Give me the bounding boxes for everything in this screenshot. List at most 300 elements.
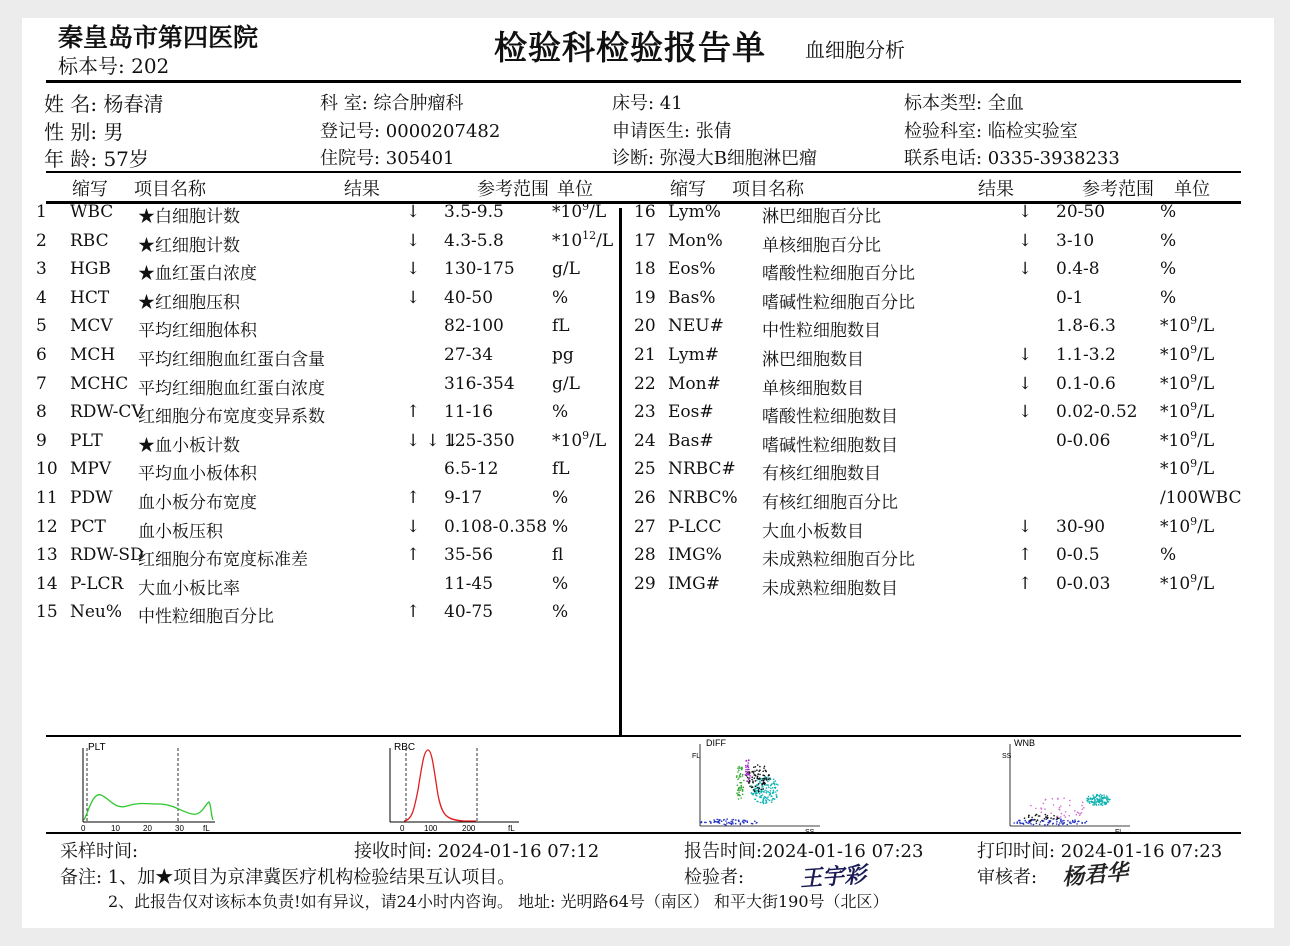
scatter-dot	[1053, 815, 1055, 817]
reviewer-signature-text: 杨君华	[1061, 859, 1130, 891]
row-number: 21	[634, 345, 656, 365]
divider-footer	[46, 832, 1241, 834]
scatter-dot	[1081, 822, 1083, 824]
scatter-dot	[1065, 816, 1067, 818]
item-abbr: WBC	[70, 202, 114, 222]
item-unit	[552, 428, 607, 451]
scatter-dot	[1076, 823, 1078, 825]
registration-number: 登记号: 0000207482	[320, 121, 501, 142]
item-flag: ↓	[1018, 402, 1033, 423]
divider-plots	[46, 735, 1241, 737]
item-unit	[552, 402, 568, 422]
scatter-dot	[732, 821, 734, 823]
item-name: 红细胞分布宽度变异系数	[138, 407, 325, 428]
plt-tick-unit: fL	[203, 824, 210, 832]
scatter-dot	[754, 820, 756, 822]
scatter-dot	[767, 799, 769, 801]
item-unit-base: %	[552, 602, 569, 623]
item-ref-range: 1.1-3.2	[1056, 345, 1116, 365]
item-name: 大血小板比率	[138, 578, 240, 599]
item-unit-base: %	[1160, 259, 1177, 280]
scatter-dot	[1053, 818, 1055, 820]
col-unit-right: 单位	[1174, 179, 1210, 200]
scatter-dot	[1102, 805, 1104, 807]
row-number: 9	[36, 430, 47, 451]
scatter-dot	[746, 771, 748, 773]
item-unit-base: fl	[552, 545, 564, 566]
scatter-dot	[766, 779, 768, 781]
scatter-dot	[1096, 798, 1098, 800]
col-abbr-right: 缩写	[670, 179, 706, 200]
scatter-dot	[1052, 823, 1054, 825]
scatter-dot	[760, 795, 762, 797]
scatter-dot	[754, 770, 756, 772]
scatter-dot	[1081, 805, 1083, 807]
wnb-label: WNB	[1014, 738, 1035, 748]
scatter-dot	[762, 783, 764, 785]
scatter-dot	[1093, 797, 1095, 799]
inspector-signature	[799, 858, 867, 894]
scatter-dot	[742, 775, 744, 777]
inspector-label: 检验者:	[684, 867, 745, 888]
rbc-tick-100: 100	[424, 824, 438, 832]
scatter-dot	[755, 789, 757, 791]
row-number: 12	[36, 516, 58, 537]
scatter-dot	[751, 779, 753, 781]
scatter-dot	[1082, 809, 1084, 811]
scatter-dot	[763, 767, 765, 769]
row-number: 20	[634, 316, 656, 337]
item-flag: ↑	[1018, 573, 1033, 594]
scatter-dot	[743, 780, 745, 782]
scatter-dot	[754, 791, 756, 793]
scatter-dot	[775, 791, 777, 793]
scatter-dot	[756, 801, 758, 803]
item-unit-base: *10	[1160, 316, 1191, 337]
item-flag: ↑	[406, 602, 421, 623]
item-unit-base: g/L	[552, 373, 580, 394]
scatter-dot	[721, 820, 723, 822]
item-unit-base: fL	[552, 316, 570, 337]
scatter-dot	[1057, 798, 1059, 800]
item-abbr: Eos%	[668, 259, 716, 280]
item-unit-exponent: 9	[1190, 400, 1198, 414]
scatter-dot	[1059, 822, 1061, 824]
scatter-dot	[1102, 798, 1104, 800]
diagnosis: 诊断: 弥漫大B细胞淋巴瘤	[612, 148, 818, 169]
scatter-dot	[745, 760, 747, 762]
item-ref-range: 35-56	[444, 545, 494, 566]
item-unit-suffix: /L	[589, 202, 607, 222]
scatter-dot	[757, 776, 759, 778]
item-ref-range: 3-10	[1056, 230, 1095, 251]
scatter-dot	[1040, 821, 1042, 823]
report-title: 检验科检验报告单	[494, 28, 766, 67]
scatter-dot	[1089, 803, 1091, 805]
scatter-dot	[740, 776, 742, 778]
item-abbr: P-LCR	[70, 573, 124, 594]
item-flag: ↓	[1018, 230, 1033, 251]
item-ref-range: 20-50	[1056, 202, 1106, 222]
scatter-dot	[754, 792, 756, 794]
scatter-dot	[737, 785, 739, 787]
scatter-dot	[730, 821, 732, 823]
scatter-dot	[1013, 822, 1015, 824]
row-number: 1	[36, 202, 47, 222]
scatter-dot	[1107, 796, 1109, 798]
scatter-dot	[1083, 807, 1085, 809]
scatter-dot	[754, 777, 756, 779]
col-name-right: 项目名称	[732, 179, 804, 200]
item-name: 平均血小板体积	[138, 464, 257, 485]
row-number: 18	[634, 259, 656, 280]
scatter-dot	[747, 762, 749, 764]
scatter-dot	[764, 790, 766, 792]
scatter-dot	[759, 793, 761, 795]
scatter-dot	[742, 794, 744, 796]
bed-number: 床号: 41	[612, 93, 683, 114]
scatter-dot	[756, 795, 758, 797]
item-ref-range: 0.4-8	[1056, 259, 1100, 280]
scatter-dot	[745, 765, 747, 767]
scatter-dot	[1068, 815, 1070, 817]
scatter-dot	[742, 820, 744, 822]
scatter-dot	[737, 779, 739, 781]
col-ref-left: 参考范围	[477, 179, 549, 200]
scatter-dot	[726, 822, 728, 824]
diff-label: DIFF	[706, 738, 726, 748]
scatter-dot	[765, 770, 767, 772]
scatter-dot	[1061, 822, 1063, 824]
scatter-dot	[767, 776, 769, 778]
scatter-dot	[741, 785, 743, 787]
item-unit	[1160, 259, 1176, 279]
scatter-dot	[763, 801, 765, 803]
received-time: 接收时间: 2024-01-16 07:12	[354, 841, 600, 862]
scatter-dot	[1088, 796, 1090, 798]
row-number: 22	[634, 373, 656, 394]
patient-name: 姓 名: 杨春清	[44, 92, 164, 116]
scatter-dot	[1077, 811, 1079, 813]
item-ref-range: 316-354	[444, 373, 515, 394]
item-ref-range: 82-100	[444, 316, 504, 337]
scatter-dot	[718, 819, 720, 821]
scatter-dot	[738, 791, 740, 793]
item-abbr: Mon%	[668, 230, 723, 251]
scatter-dot	[761, 780, 763, 782]
scatter-dot	[713, 819, 715, 821]
item-abbr: MCHC	[70, 373, 129, 394]
scatter-dot	[1031, 817, 1033, 819]
item-abbr: MPV	[70, 459, 112, 480]
scatter-dot	[772, 787, 774, 789]
scatter-dot	[731, 823, 733, 825]
scatter-dot	[1058, 824, 1060, 826]
rbc-histogram	[384, 740, 529, 832]
row-number: 27	[634, 516, 656, 537]
plt-curve	[84, 795, 213, 820]
item-unit	[552, 602, 568, 622]
scatter-dot	[738, 821, 740, 823]
item-abbr: Bas#	[668, 430, 714, 451]
contact-phone: 联系电话: 0335-3938233	[904, 148, 1120, 169]
scatter-dot	[1024, 820, 1026, 822]
row-number: 25	[634, 459, 656, 480]
item-unit-exponent: 9	[1190, 571, 1198, 585]
item-unit-base: %	[552, 573, 569, 594]
scatter-dot	[1074, 819, 1076, 821]
item-ref-range: 1.8-6.3	[1056, 316, 1116, 337]
scatter-dot	[1092, 794, 1094, 796]
wnb-y-axis-label: SS	[1002, 753, 1012, 760]
scatter-dot	[1060, 805, 1062, 807]
scatter-dot	[1101, 795, 1103, 797]
item-name: 嗜碱性粒细胞百分比	[762, 292, 915, 313]
item-unit	[552, 574, 568, 594]
scatter-dot	[759, 788, 761, 790]
scatter-dot	[1088, 798, 1090, 800]
scatter-dot	[760, 796, 762, 798]
scatter-dot	[762, 771, 764, 773]
scatter-dot	[770, 790, 772, 792]
row-number: 3	[36, 259, 47, 280]
item-unit-exponent: 9	[1190, 514, 1198, 528]
item-name: 淋巴细胞百分比	[762, 207, 881, 227]
note-1: 备注: 1、加★项目为京津冀医疗机构检验结果互认项目。	[60, 867, 516, 888]
scatter-dot	[723, 824, 725, 826]
row-number: 10	[36, 459, 58, 480]
scatter-dot	[759, 766, 761, 768]
item-unit-suffix: /L	[1197, 573, 1215, 594]
item-unit-base: *10	[1160, 345, 1191, 365]
scatter-dot	[757, 764, 759, 766]
print-time: 打印时间: 2024-01-16 07:23	[977, 841, 1223, 862]
scatter-dot	[759, 782, 761, 784]
rbc-tick-unit: fL	[508, 824, 515, 832]
scatter-dot	[1044, 818, 1046, 820]
scatter-dot	[772, 798, 774, 800]
item-ref-range: 30-90	[1056, 516, 1106, 537]
row-number: 19	[634, 287, 656, 308]
plt-label: PLT	[88, 742, 106, 753]
scatter-dot	[752, 793, 754, 795]
item-unit	[1160, 231, 1176, 251]
note-2: 2、此报告仅对该标本负责!如有异议，请24小时内咨询。 地址: 光明路64号（南区） 和平大街190号（北区）	[108, 892, 889, 911]
scatter-dot	[716, 821, 718, 823]
item-abbr: NRBC%	[668, 488, 738, 508]
divider-header	[46, 171, 1241, 173]
plt-tick-10: 10	[111, 824, 120, 832]
row-number: 29	[634, 573, 656, 594]
scatter-dot	[1036, 814, 1038, 816]
scatter-dot	[709, 821, 711, 823]
item-name: 血小板分布宽度	[138, 493, 257, 513]
scatter-dot	[1024, 817, 1026, 819]
item-unit	[1160, 428, 1215, 451]
item-name: 中性粒细胞数目	[762, 321, 881, 342]
scatter-dot	[1078, 812, 1080, 814]
item-name: 有核红细胞数目	[762, 464, 881, 485]
item-flag: ↓	[1018, 259, 1033, 280]
scatter-dot	[1098, 799, 1100, 801]
scatter-dot	[737, 790, 739, 792]
scatter-dot	[743, 821, 745, 823]
scatter-dot	[747, 781, 749, 783]
item-ref-range: 4.3-5.8	[444, 230, 504, 251]
scatter-dot	[1062, 820, 1064, 822]
scatter-dot	[1057, 817, 1059, 819]
item-unit-exponent: 9	[1190, 314, 1198, 328]
scatter-dot	[764, 766, 766, 768]
scatter-dot	[1109, 799, 1111, 801]
item-name: 平均红细胞血红蛋白含量	[138, 350, 325, 370]
scatter-dot	[758, 789, 760, 791]
wnb-scatterplot	[1000, 738, 1135, 836]
item-ref-range: 130-175	[444, 259, 515, 280]
scatter-dot	[1050, 817, 1052, 819]
scatter-dot	[1058, 809, 1060, 811]
row-number: 6	[36, 345, 47, 365]
item-name: 平均红细胞体积	[138, 321, 257, 342]
specimen-type: 标本类型: 全血	[904, 93, 1024, 114]
scatter-dot	[735, 823, 737, 825]
item-unit-suffix: /L	[596, 230, 614, 251]
item-name: 嗜碱性粒细胞数目	[762, 435, 898, 456]
col-unit-left: 单位	[557, 179, 593, 200]
scatter-dot	[754, 774, 756, 776]
scatter-dot	[768, 775, 770, 777]
scatter-dot	[762, 794, 764, 796]
item-abbr: Mon#	[668, 373, 721, 394]
scatter-dot	[767, 791, 769, 793]
row-number: 7	[36, 373, 47, 394]
scatter-dot	[764, 783, 766, 785]
item-unit-suffix: /L	[1197, 459, 1215, 480]
scatter-dot	[766, 792, 768, 794]
scatter-dot	[755, 785, 757, 787]
col-result-right: 结果	[978, 179, 1014, 200]
item-abbr: HGB	[70, 259, 111, 280]
item-abbr: MCH	[70, 345, 116, 365]
wnb-dots	[1013, 794, 1110, 826]
scatter-dot	[770, 788, 772, 790]
scatter-dot	[737, 767, 739, 769]
scatter-dot	[755, 822, 757, 824]
item-unit-base: *10	[552, 202, 583, 222]
scatter-dot	[748, 760, 750, 762]
scatter-dot	[1063, 823, 1065, 825]
item-abbr: Lym#	[668, 345, 719, 365]
scatter-dot	[1058, 817, 1060, 819]
scatter-dot	[769, 778, 771, 780]
patient-dept: 科 室: 综合肿瘤科	[320, 93, 464, 114]
scatter-dot	[1045, 816, 1047, 818]
row-number: 17	[634, 230, 656, 251]
scatter-dot	[768, 787, 770, 789]
item-name: 红细胞分布宽度标准差	[138, 550, 308, 571]
scatter-dot	[1037, 819, 1039, 821]
scatter-dot	[756, 792, 758, 794]
scatter-dot	[737, 771, 739, 773]
sample-number: 标本号: 202	[58, 54, 170, 78]
item-name: ★血小板计数	[138, 435, 240, 456]
scatter-dot	[745, 769, 747, 771]
sampling-time: 采样时间:	[60, 841, 139, 862]
item-unit	[552, 459, 570, 479]
scatter-dot	[1079, 815, 1081, 817]
scatter-dot	[1095, 803, 1097, 805]
col-result-left: 结果	[344, 179, 380, 200]
item-abbr: IMG#	[668, 573, 720, 594]
scatter-dot	[748, 778, 750, 780]
item-unit	[552, 202, 606, 222]
item-unit	[1160, 371, 1215, 394]
item-unit-base: *10	[1160, 516, 1191, 537]
item-abbr: Neu%	[70, 602, 123, 623]
item-unit	[1160, 316, 1214, 336]
scatter-dot	[1077, 821, 1079, 823]
reviewer-signature	[1061, 855, 1129, 892]
inspector-signature-text: 王宇彩	[799, 861, 867, 893]
scatter-dot	[739, 767, 741, 769]
item-flag: ↑	[1018, 545, 1033, 566]
item-flag: ↑	[406, 545, 421, 566]
scatter-dot	[1053, 804, 1055, 806]
scatter-dot	[740, 797, 742, 799]
scatter-dot	[736, 775, 738, 777]
item-abbr: Eos#	[668, 402, 714, 423]
item-unit-suffix: /L	[1197, 373, 1215, 394]
scatter-dot	[1031, 819, 1033, 821]
diff-y-axis-label: FL	[692, 753, 701, 760]
scatter-dot	[705, 822, 707, 824]
scatter-dot	[1041, 820, 1043, 822]
scatter-dot	[769, 794, 771, 796]
item-flag: ↓	[1018, 345, 1033, 365]
item-name: 嗜酸性粒细胞百分比	[762, 264, 915, 285]
item-unit-base: %	[1160, 287, 1177, 308]
item-ref-range: 11-45	[444, 573, 494, 594]
scatter-dot	[1028, 815, 1030, 817]
scatter-dot	[739, 790, 741, 792]
scatter-dot	[1060, 821, 1062, 823]
scatter-dot	[1025, 821, 1027, 823]
item-unit	[552, 545, 563, 565]
item-unit-exponent: 9	[1190, 371, 1198, 385]
scatter-dot	[725, 820, 727, 822]
item-unit-base: %	[552, 488, 569, 508]
scatter-dot	[760, 791, 762, 793]
scatter-dot	[1106, 795, 1108, 797]
item-unit-base: *10	[552, 230, 583, 251]
item-unit-suffix: /L	[1197, 316, 1215, 337]
scatter-dot	[1098, 804, 1100, 806]
scatter-dot	[1069, 821, 1071, 823]
item-unit-base: %	[552, 516, 569, 537]
scatter-dot	[763, 780, 765, 782]
item-name: ★白细胞计数	[138, 207, 240, 227]
row-number: 23	[634, 402, 656, 423]
item-unit-base: *10	[1160, 573, 1191, 594]
scatter-dot	[1038, 815, 1040, 817]
scatter-dot	[1057, 816, 1059, 818]
scatter-dot	[1092, 804, 1094, 806]
diff-dots	[700, 759, 779, 825]
scatter-dot	[762, 788, 764, 790]
item-unit-suffix: /L	[1197, 516, 1215, 537]
item-ref-range: 11-16	[444, 402, 494, 423]
item-ref-range: 0-0.06	[1056, 430, 1111, 451]
